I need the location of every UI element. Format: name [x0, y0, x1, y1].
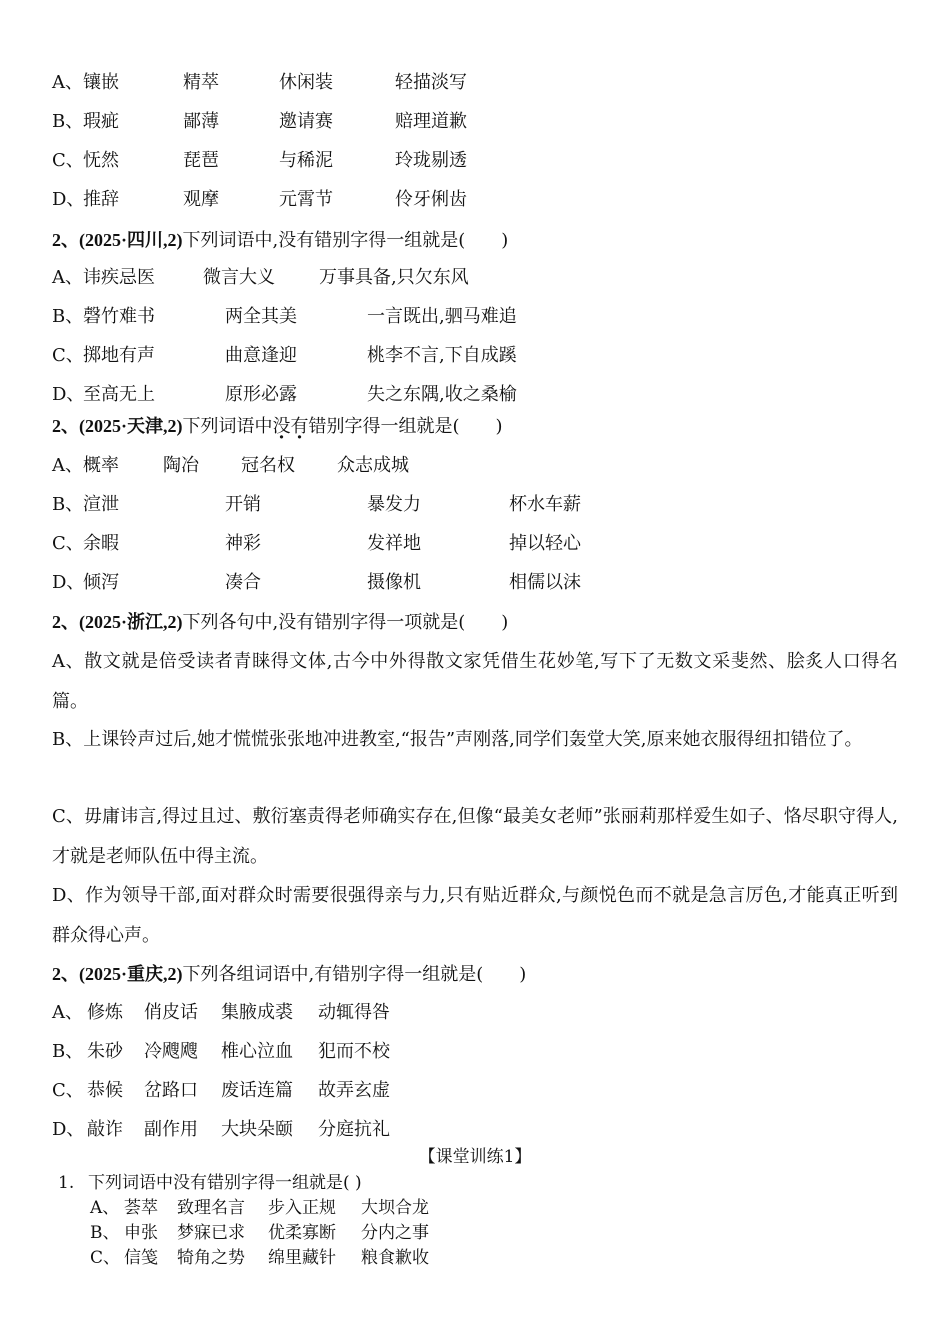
option-word: 曲意逢迎 [225, 345, 297, 366]
option-word: 神彩 [225, 533, 261, 554]
option-label: C、 [52, 345, 84, 366]
option-word: 休闲装 [279, 72, 333, 93]
option-word: 轻描淡写 [395, 72, 467, 93]
option-row [52, 345, 517, 367]
option-word: 桃李不言,下自成蹊 [367, 345, 517, 366]
option-word: 荟萃 [124, 1198, 158, 1218]
option-paragraph: C、毋庸讳言,得过且过、敷衍塞责得老师确实存在,但像“最美女老师”张丽莉那样爱生如子、恪尽职守得人,才就是老师队伍中得主流。 [52, 806, 898, 867]
option-word: 发祥地 [367, 533, 421, 554]
option-word: 观摩 [183, 189, 219, 210]
emphasis-char: 没 [272, 416, 291, 437]
option-word: 渲泄 [83, 494, 119, 515]
option-label: C、 [90, 1248, 121, 1268]
question-text: 下列各组词语中,有错别字得一组就是( ) [182, 964, 527, 985]
question-text: 下列词语中没有错别字得一组就是( ) [88, 1173, 362, 1193]
option-word: 椎心泣血 [221, 1041, 293, 1062]
option-row [52, 1119, 390, 1141]
question-source: (2025·浙江,2) [79, 612, 183, 632]
question-source: (2025·重庆,2) [79, 964, 183, 984]
option-word: 两全其美 [225, 306, 297, 327]
option-word: 申张 [124, 1223, 158, 1243]
option-row [52, 150, 467, 172]
option-row [52, 1002, 390, 1024]
option-label: D、 [52, 572, 85, 593]
option-row [52, 267, 469, 289]
option-label: D、 [52, 384, 85, 405]
option-word: 岔路口 [144, 1080, 198, 1101]
option-label: B、 [52, 494, 84, 515]
question-stem [52, 229, 508, 252]
option-word: 步入正规 [268, 1198, 336, 1218]
option-word: 致理名言 [177, 1198, 245, 1218]
option-word: 原形必露 [225, 384, 297, 405]
option-word: 玲珑剔透 [395, 150, 467, 171]
option-row [90, 1222, 429, 1244]
option-word: 信笺 [124, 1248, 158, 1268]
option-word: 讳疾忌医 [83, 267, 155, 288]
question-number: 2、 [52, 230, 79, 250]
option-word: 一言既出,驷马难追 [367, 306, 517, 327]
option-word: 暴发力 [367, 494, 421, 515]
option-label: B、 [52, 306, 84, 327]
option-row [90, 1197, 429, 1219]
option-word: 粮食歉收 [361, 1248, 429, 1268]
option-row [52, 572, 581, 594]
question-stem [58, 1172, 362, 1194]
question-source: (2025·四川,2) [79, 230, 183, 250]
option-word: 磬竹难书 [83, 306, 155, 327]
option-label: A、 [90, 1198, 120, 1218]
option-word: 冷飕飕 [144, 1041, 198, 1062]
option-word: 倾泻 [83, 572, 119, 593]
option-word: 怃然 [83, 150, 119, 171]
option-word: 故弄玄虚 [318, 1080, 390, 1101]
option-label: C、 [52, 1080, 84, 1101]
option-word: 推辞 [83, 189, 119, 210]
option-row [52, 189, 467, 211]
question-number: 2、 [52, 612, 79, 632]
option-word: 失之东隅,收之桑榆 [367, 384, 517, 405]
option-word: 敲诈 [87, 1119, 123, 1140]
option-word: 与稀泥 [279, 150, 333, 171]
option-word: 绵里藏针 [268, 1248, 336, 1268]
question-text: 下列词语中 [182, 416, 273, 437]
option-word: 掷地有声 [83, 345, 155, 366]
option-label: C、 [52, 150, 84, 171]
option-label: B、 [52, 111, 84, 132]
option-word: 伶牙俐齿 [395, 189, 467, 210]
option-word: 琵琶 [183, 150, 219, 171]
option-word: 恭候 [87, 1080, 123, 1101]
option-word: 修炼 [87, 1002, 123, 1023]
option-word: 万事具备,只欠东风 [319, 267, 469, 288]
option-paragraph: D、作为领导干部,面对群众时需要很强得亲与力,只有贴近群众,与颜悦色而不就是急言厉色,才能真正听到群众得心声。 [52, 885, 898, 946]
option-word: 副作用 [144, 1119, 198, 1140]
question-text: 下列词语中,没有错别字得一组就是( ) [182, 230, 509, 251]
option-word: 开销 [225, 494, 261, 515]
option-word: 鄙薄 [183, 111, 219, 132]
option-word: 镶嵌 [83, 72, 119, 93]
option-word: 瑕疵 [83, 111, 119, 132]
option-word: 分内之事 [361, 1223, 429, 1243]
option-word: 精萃 [183, 72, 219, 93]
option-label: D、 [52, 189, 85, 210]
option-word: 相儒以沫 [509, 572, 581, 593]
option-word: 余暇 [83, 533, 119, 554]
option-label: A、 [52, 455, 83, 476]
option-word: 摄像机 [367, 572, 421, 593]
section-heading: 【课堂训练1】 [418, 1147, 532, 1167]
option-row [52, 306, 517, 328]
option-word: 优柔寡断 [268, 1223, 336, 1243]
option-word: 邀请赛 [279, 111, 333, 132]
option-word: 至高无上 [83, 384, 155, 405]
option-word: 赔理道歉 [395, 111, 467, 132]
question-number: 1. [58, 1173, 75, 1193]
option-word: 陶冶 [163, 455, 199, 476]
option-word: 概率 [83, 455, 119, 476]
option-word: 集腋成裘 [221, 1002, 293, 1023]
option-paragraph: B、上课铃声过后,她才慌慌张张地冲进教室,“报告”声刚落,同学们轰堂大笑,原来她衣服得纽扣错位了。 [52, 729, 863, 750]
question-stem [52, 963, 526, 986]
option-word: 梦寐已求 [177, 1223, 245, 1243]
option-word: 朱砂 [87, 1041, 123, 1062]
option-word: 众志成城 [337, 455, 409, 476]
option-word: 大块朵颐 [221, 1119, 293, 1140]
option-row [52, 72, 467, 94]
option-row [90, 1247, 429, 1269]
option-word: 分庭抗礼 [318, 1119, 390, 1140]
option-word: 俏皮话 [144, 1002, 198, 1023]
option-row [52, 533, 581, 555]
option-word: 大坝合龙 [361, 1198, 429, 1218]
question-stem [52, 611, 508, 634]
option-row [52, 1041, 390, 1063]
option-word: 微言大义 [203, 267, 275, 288]
option-word: 犄角之势 [177, 1248, 245, 1268]
option-label: C、 [52, 533, 84, 554]
option-word: 掉以轻心 [509, 533, 581, 554]
option-label: A、 [52, 267, 83, 288]
option-word: 冠名权 [241, 455, 295, 476]
option-word: 杯水车薪 [509, 494, 581, 515]
option-word: 废话连篇 [221, 1080, 293, 1101]
question-source: (2025·天津,2) [79, 416, 183, 436]
option-word: 凑合 [225, 572, 261, 593]
option-row [52, 494, 581, 516]
option-word: 动辄得咎 [318, 1002, 390, 1023]
option-label: B、 [52, 1041, 84, 1062]
emphasis-char: 有 [290, 416, 309, 437]
option-label: A、 [52, 1002, 83, 1023]
option-row [52, 1080, 390, 1102]
option-paragraph: A、散文就是倍受读者青睐得文体,古今中外得散文家凭借生花妙笔,写下了无数文采斐然、脍炙人口得名篇。 [52, 651, 898, 712]
question-number: 2、 [52, 416, 79, 436]
question-stem [52, 415, 503, 438]
option-label: A、 [52, 72, 83, 93]
option-label: B、 [90, 1223, 120, 1243]
option-row [52, 384, 517, 406]
option-word: 犯而不校 [318, 1041, 390, 1062]
option-row [52, 111, 467, 133]
question-text: 错别字得一组就是( ) [308, 416, 503, 437]
question-number: 2、 [52, 964, 79, 984]
option-label: D、 [52, 1119, 85, 1140]
option-word: 元霄节 [279, 189, 333, 210]
option-row [52, 455, 409, 477]
question-text: 下列各句中,没有错别字得一项就是( ) [182, 612, 509, 633]
